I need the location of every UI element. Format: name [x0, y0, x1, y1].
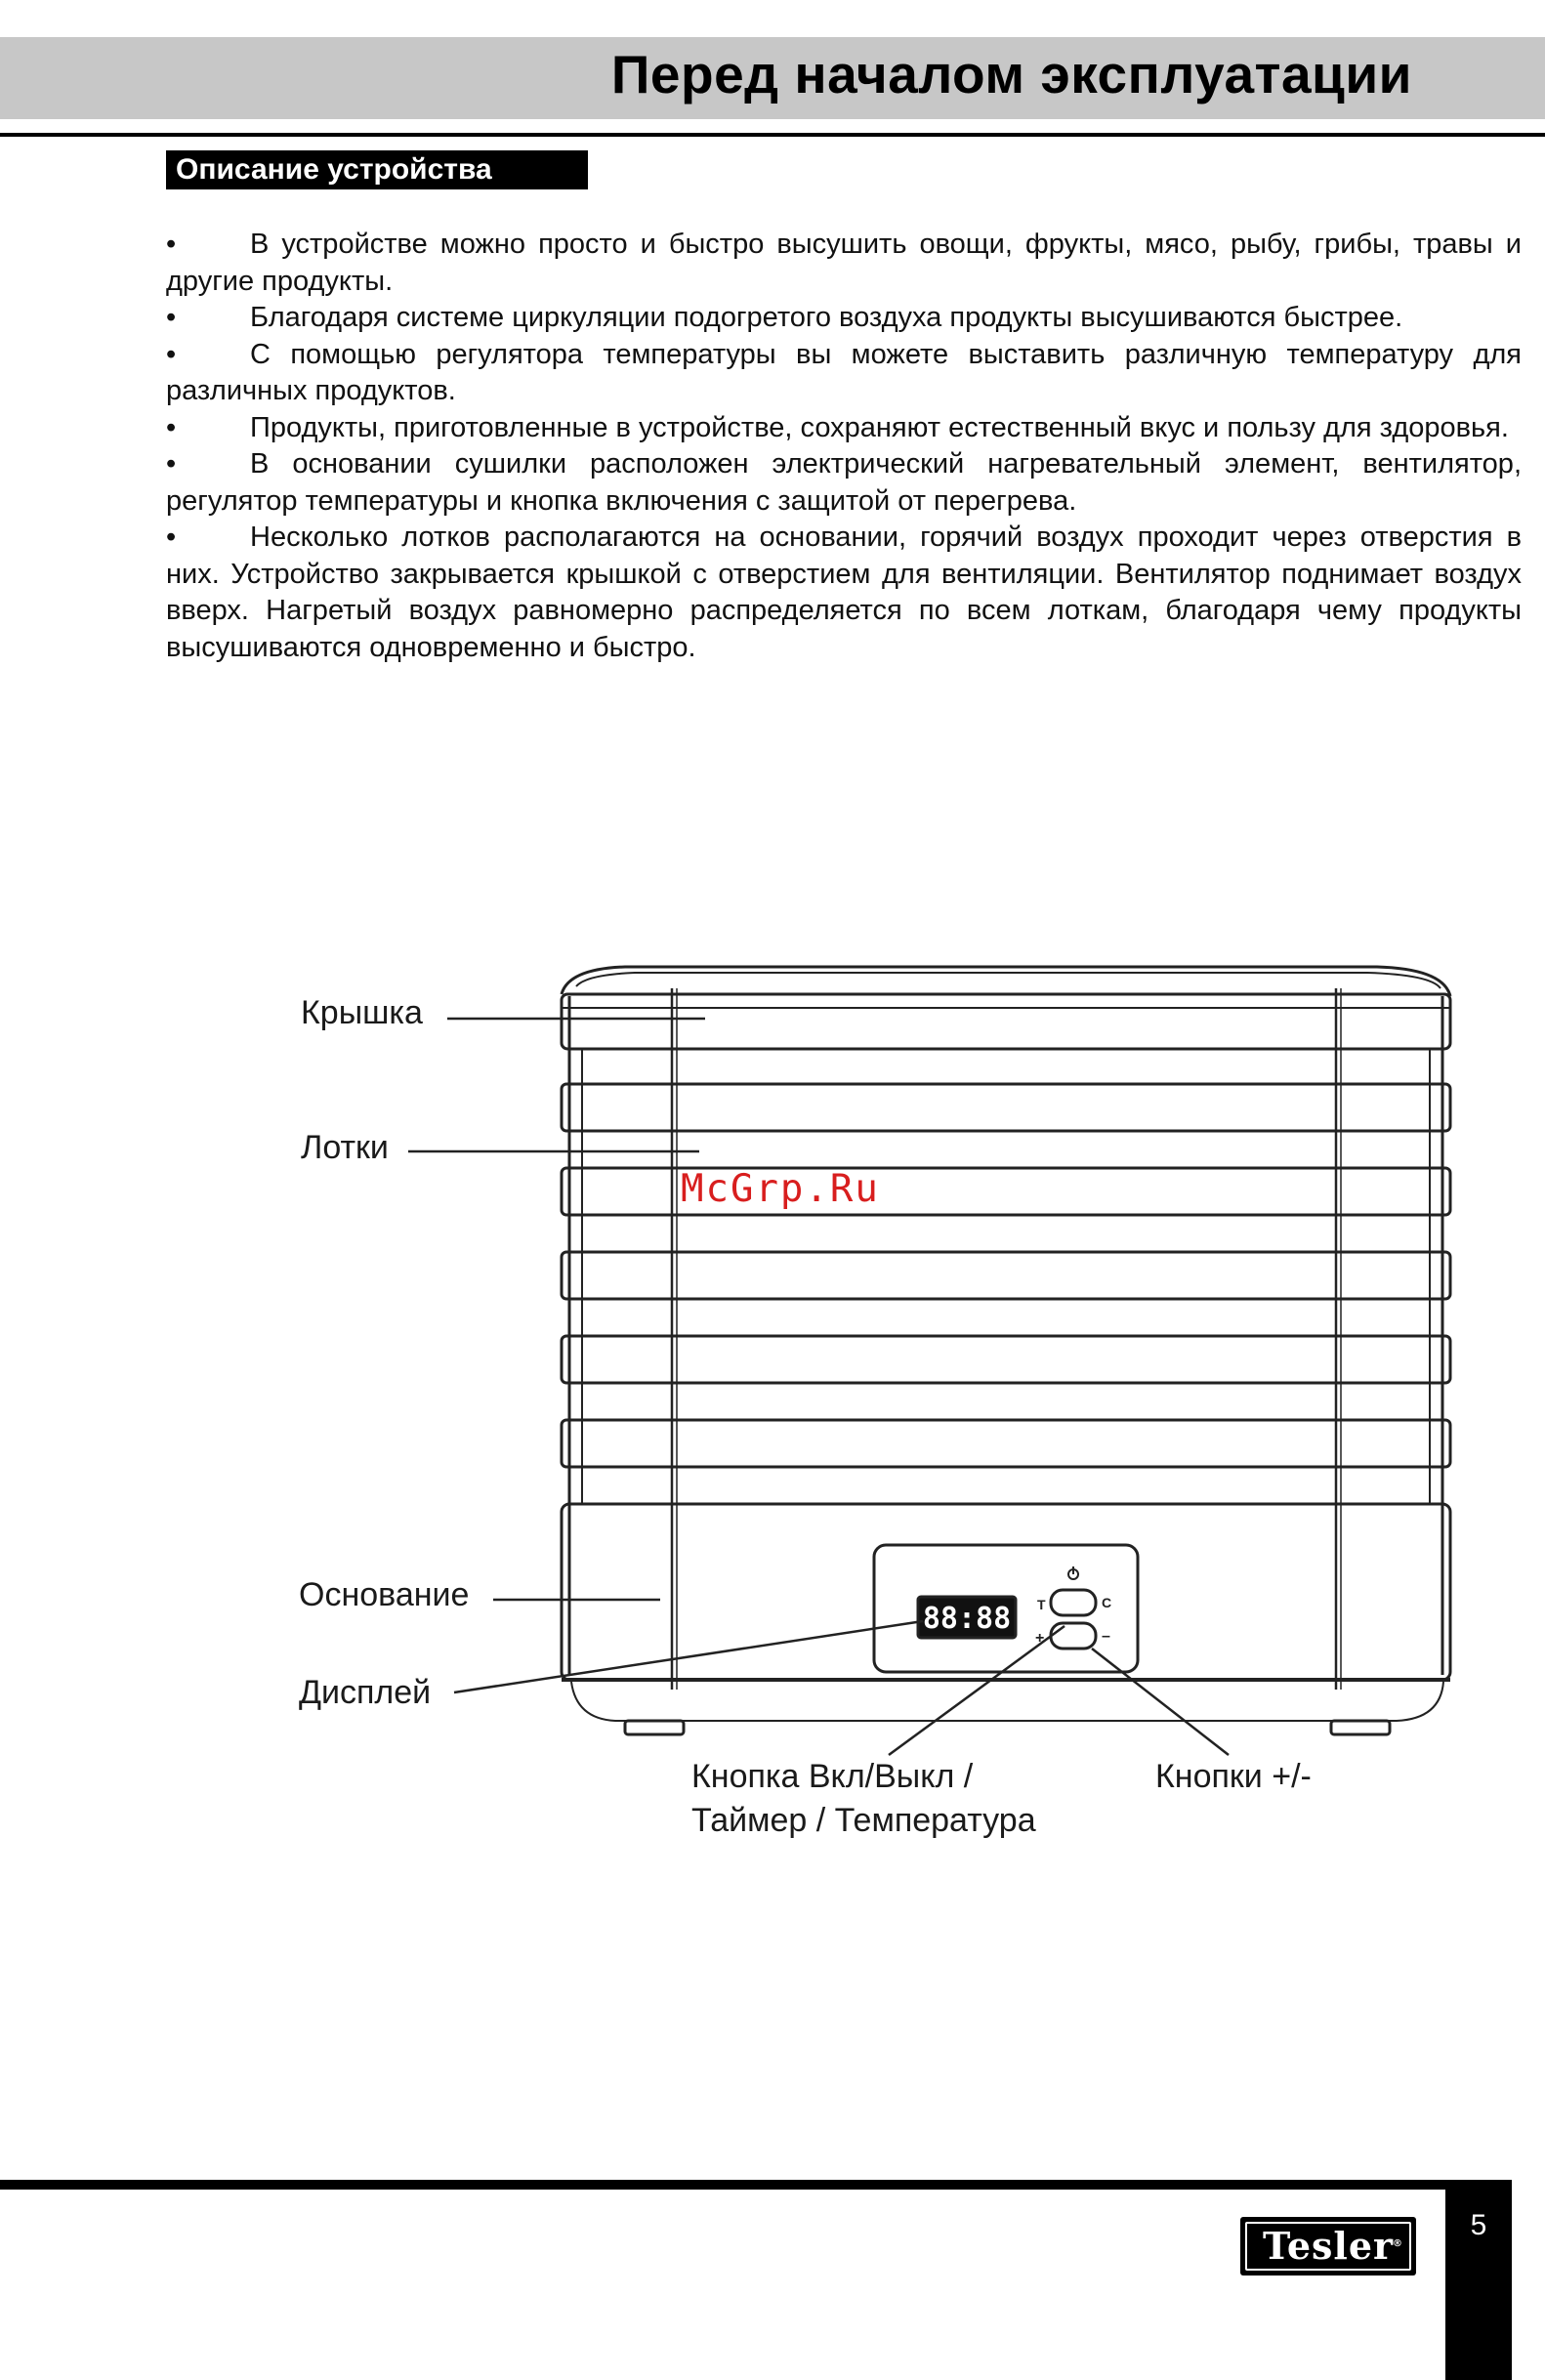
button-minus-label: – — [1102, 1628, 1110, 1645]
list-item: • Продукты, приготовленные в устройстве, сохраняют естественный вкус и пользу для здоровья. — [166, 410, 1522, 447]
feature-list — [166, 227, 1522, 666]
button-plus-label: + — [1035, 1630, 1045, 1647]
tray-band — [562, 1336, 1450, 1383]
display-readout: 88:88 — [922, 1602, 1012, 1636]
list-item: • Благодаря системе циркуляции подогретого воздуха продукты высушиваются быстрее. — [166, 300, 1522, 337]
dehydrator-illustration — [0, 938, 1545, 1865]
bullet-icon: • — [166, 302, 177, 333]
section-title: Описание устройства — [166, 150, 588, 189]
label-plus-minus-buttons: Кнопки +/- — [1155, 1758, 1312, 1795]
bullet-icon: • — [166, 522, 177, 553]
logo-text: Tesler — [1262, 2224, 1395, 2268]
label-base: Основание — [299, 1576, 470, 1613]
page-number: 5 — [1470, 2209, 1487, 2241]
foot — [625, 1721, 684, 1734]
list-item: • В устройстве можно просто и быстро высушить овощи, фрукты, мясо, рыбу, грибы, травы и другие продукты. — [166, 229, 1522, 297]
label-trays: Лотки — [301, 1129, 389, 1166]
label-power-button-line2: Таймер / Температура — [691, 1802, 1036, 1839]
foot — [1331, 1721, 1390, 1734]
lid-band — [562, 994, 1450, 1049]
label-lid: Крышка — [301, 994, 423, 1031]
list-item: • Несколько лотков располагаются на основании, горячий воздух проходит через отверстия в них. Устройство закрывается крышкой с отверстием для вентиляции. Вентилятор поднимает воздух вверх. Нагретый воздух равномерно распределяется по всем лоткам, благодаря чему продукты высушиваются одновременно и быстро. — [166, 522, 1522, 663]
tesler-logo — [1240, 2217, 1416, 2276]
footer-divider — [0, 2180, 1512, 2190]
button-c-label: C — [1102, 1595, 1112, 1610]
page-title: Перед началом эксплуатации — [610, 44, 1412, 104]
label-power-button-line1: Кнопка Вкл/Выкл / — [691, 1758, 974, 1795]
base-body — [562, 1504, 1450, 1680]
logo-registered-mark: ® — [1393, 2238, 1403, 2249]
lid-top-outline — [562, 967, 1450, 996]
button-t-label: T — [1037, 1597, 1046, 1612]
bullet-icon: • — [166, 448, 177, 480]
minus-button-shape — [1051, 1623, 1096, 1649]
list-item: • С помощью регулятора температуры вы можете выставить различную температуру для различных продуктов. — [166, 338, 1522, 406]
list-item: • В основании сушилки расположен электрический нагревательный элемент, вентилятор, регулятор температуры и кнопка включения с защитой от перегрева. — [166, 448, 1522, 517]
tray-band — [562, 1084, 1450, 1131]
power-button-shape — [1051, 1590, 1096, 1615]
watermark: McGrp.Ru — [681, 1167, 880, 1211]
tray-band — [562, 1420, 1450, 1467]
label-display: Дисплей — [299, 1674, 432, 1711]
bullet-icon: • — [166, 338, 177, 370]
tray-band — [562, 1252, 1450, 1299]
header-divider — [0, 133, 1545, 137]
bullet-icon: • — [166, 229, 177, 260]
bullet-icon: • — [166, 411, 177, 443]
